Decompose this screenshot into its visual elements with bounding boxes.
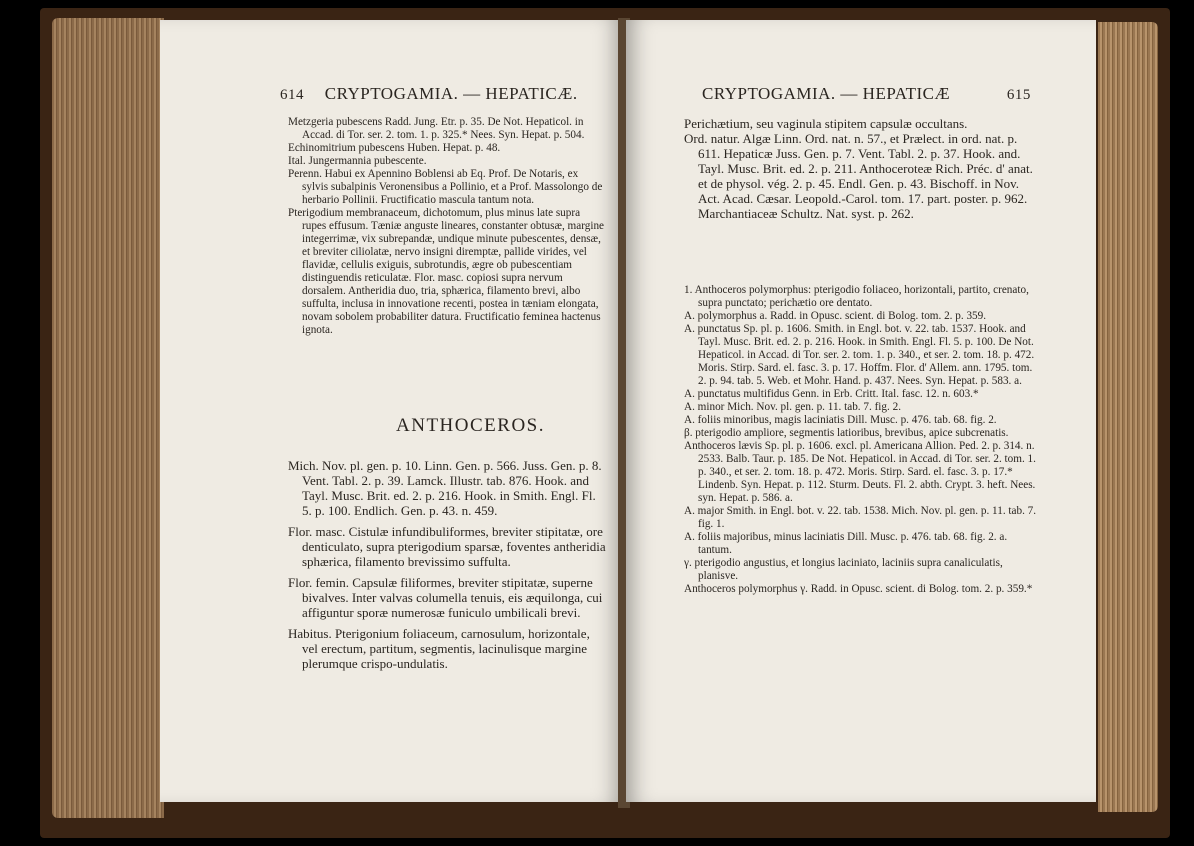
right-top-text: [684, 116, 1038, 221]
paragraph: A. major Smith. in Engl. bot. v. 22. tab. 1538. Mich. Nov. pl. gen. p. 11. tab. 7. fig. 1.: [684, 505, 1037, 530]
page-edges-left: [52, 18, 164, 818]
right-page-number: 615: [1006, 87, 1031, 103]
page-edges-right: [1098, 22, 1158, 812]
paragraph: Ord. natur. Algæ Linn. Ord. nat. n. 57., et Prælect. in ord. nat. p. 611. Hepaticæ Juss. Gen. p. 7. Vent. Tabl. 2. p. 37. Hook. and. Tayl. Musc. Brit. ed. 2. p. 211. Anthoceroteæ Rich. Préc. d' anat. et de physol. vég. 2. p. 45. Endl. Gen. p. 43. Bischoff. in Nov. Act. Acad. Cæsar. Leopold.-Carol. tom. 17. part. poster. p. 962. Marchantiaceæ Schultz. Nat. syst. p. 262.: [684, 131, 1033, 221]
right-running-head: [702, 84, 1031, 104]
paragraph: Habitus. Pterigonium foliaceum, carnosulum, horizontale, vel erectum, partitum, segmentis, lacinulisque margine plerumque crispo-undulatis.: [288, 626, 590, 671]
left-page-number: 614: [280, 87, 304, 103]
right-head-title: CRYPTOGAMIA. — HEPATICÆ: [702, 84, 951, 103]
paragraph: A. punctatus Sp. pl. p. 1606. Smith. in Engl. bot. v. 22. tab. 1537. Hook. and Tayl. Musc. Brit. ed. 2. p. 216. Hook. in Smith. Engl. Fl. 5. p. 100. De Not. Hepaticol. in Accad. di Tor. ser. 2. tom. 1. p. 340., et ser. 2. tom. 18. p. 472. Moris. Stirp. Sard. el. fasc. 3. p. 17. Hoffm. Flor. d' Allem. ann. 1795. tom. 2. p. 94. tab. 5. Web. et Mohr. Hand. p. 437. Nees. Syn. Hepat. p. 583. a.: [684, 323, 1035, 387]
paragraph: β. pterigodio ampliore, segmentis latioribus, brevibus, apice subcrenatis.: [684, 427, 1009, 439]
paragraph: Ital. Jungermannia pubescente.: [288, 155, 427, 167]
paragraph: γ. pterigodio angustius, et longius laciniato, laciniis supra canaliculatis, planisve.: [684, 557, 1003, 582]
left-page: [160, 20, 622, 802]
paragraph: Flor. femin. Capsulæ filiformes, breviter stipitatæ, superne bivalves. Inter valvas columella tenuis, eis æquilonga, cui affiguntur sporæ numerosæ funiculo umbilicali brevi.: [288, 575, 603, 620]
paragraph: A. foliis minoribus, magis laciniatis Dill. Musc. p. 476. tab. 68. fig. 2.: [684, 414, 997, 426]
paragraph: Mich. Nov. pl. gen. p. 10. Linn. Gen. p. 566. Juss. Gen. p. 8. Vent. Tabl. 2. p. 39. Lamck. Illustr. tab. 876. Hook. and Tayl. Musc. Brit. ed. 2. p. 216. Hook. in Smith. Engl. Fl. 5. p. 100. Endlich. Gen. p. 43. n. 459.: [288, 458, 602, 518]
paragraph: Flor. masc. Cistulæ infundibuliformes, breviter stipitatæ, ore denticulato, supra pterigodium sparsæ, foventes antheridia sphærica, filamento brevissimo suffulta.: [288, 524, 606, 569]
paragraph: Pterigodium membranaceum, dichotomum, plus minus late supra rupes effusum. Tæniæ anguste lineares, constanter obtusæ, margine integerrimæ, vix subrepandæ, undique minute pubescentes, densæ, et breviter ciliolatæ, nervo insigni diremptæ, pallide virides, vel flavidæ, cellulis exiguis, subrotundis, ægre ob pubescentiam distinguendis reticulatæ. Flor. masc. copiosi supra nervum dorsalem. Antheridia duo, tria, sphærica, filamento brevi, albo suffulta, inclusa in innovatione recenti, postea in tæniam elongata, novam sobolem probabiliter datura. Fructificatio feminea hactenus ignota.: [288, 207, 605, 336]
paragraph: A. punctatus multifidus Genn. in Erb. Critt. Ital. fasc. 12. n. 603.*: [684, 388, 979, 400]
paragraph: Anthoceros polymorphus γ. Radd. in Opusc. scient. di Bolog. tom. 2. p. 359.*: [684, 583, 1033, 595]
paragraph: Metzgeria pubescens Radd. Jung. Etr. p. 35. De Not. Hepaticol. in Accad. di Tor. ser. 2. tom. 1. p. 325.* Nees. Syn. Hepat. p. 504.: [288, 116, 585, 141]
paragraph: 1. Anthoceros polymorphus: pterigodio foliaceo, horizontali, partito, crenato, supra punctato; perichætio ore dentato.: [684, 284, 1029, 309]
paragraph: Echinomitrium pubescens Huben. Hepat. p. 48.: [288, 142, 501, 154]
paragraph: Perichætium, seu vaginula stipitem capsulæ occultans.: [684, 116, 968, 131]
left-head-title: CRYPTOGAMIA. — HEPATICÆ.: [324, 84, 578, 103]
right-species-text: [684, 284, 1040, 596]
left-top-text: [288, 116, 606, 337]
right-page: [626, 20, 1096, 802]
left-running-head: [280, 84, 578, 104]
section-title: ANTHOCEROS.: [396, 415, 545, 436]
paragraph: A. polymorphus a. Radd. in Opusc. scient. di Bolog. tom. 2. p. 359.: [684, 310, 987, 322]
paragraph: Anthoceros lævis Sp. pl. p. 1606. excl. pl. Americana Allion. Ped. 2. p. 314. n. 2533. Balb. Taur. p. 185. De Not. Hepaticol. in Accad. di Tor. ser. 2. tom. 1. p. 340., et ser. 2. tom. 18. p. 472. Moris. Stirp. Sard. el. fasc. 3. p. 17.* Lindenb. Syn. Hepat. p. 112. Sturm. Deuts. Fl. 2. abth. Crypt. 3. heft. Nees. syn. Hepat. p. 586. a.: [684, 440, 1036, 504]
left-bottom-text: [288, 458, 608, 671]
paragraph: A. minor Mich. Nov. pl. gen. p. 11. tab. 7. fig. 2.: [684, 401, 901, 413]
paragraph: Perenn. Habui ex Apennino Boblensi ab Eq. Prof. De Notaris, ex sylvis subalpinis Veronensibus a Pollinio, et a Prof. Massolongo de herbario Pollinii. Fructificatio mascula tantum nota.: [288, 168, 603, 206]
paragraph: A. foliis majoribus, minus laciniatis Dill. Musc. p. 476. tab. 68. fig. 2. a. tantum.: [684, 531, 1008, 556]
